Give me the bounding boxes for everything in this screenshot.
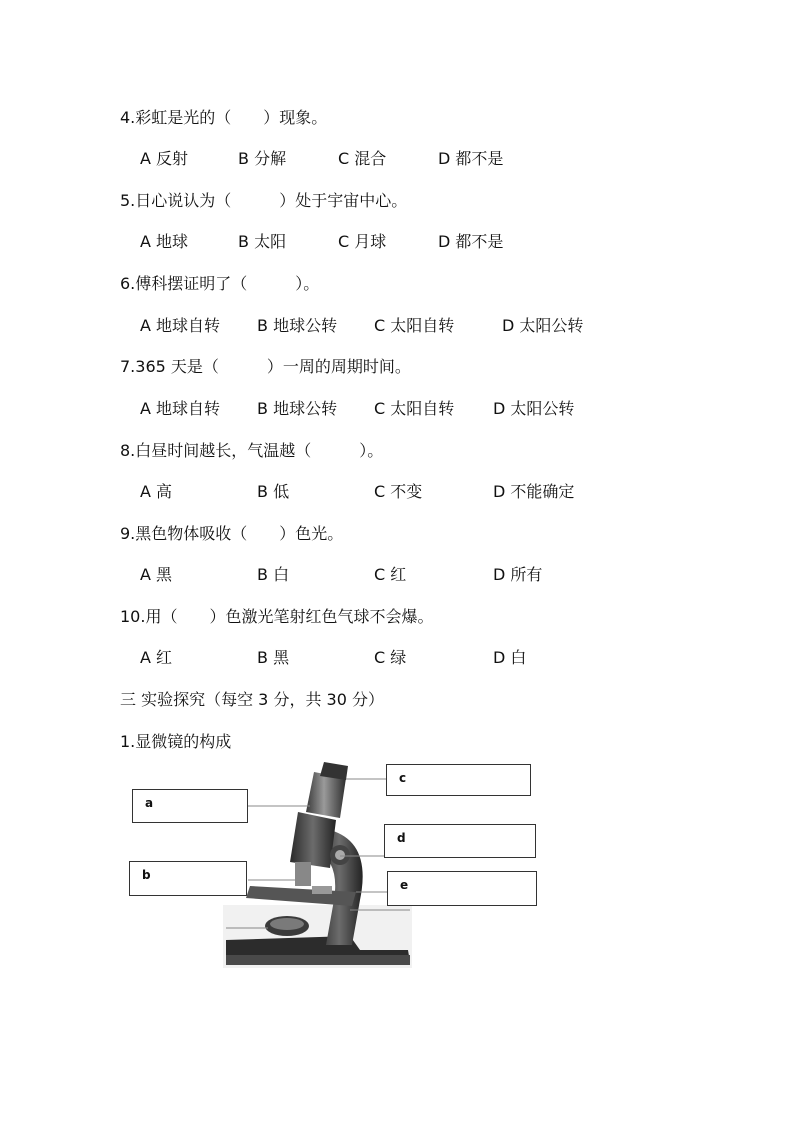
question-7-option-c: C 太阳自转	[374, 399, 455, 418]
question-9-option-b: B 白	[257, 565, 290, 584]
question-4-option-c: C 混合	[338, 149, 387, 168]
question-10-option-c: C 绿	[374, 648, 407, 667]
question-9-option-a: A 黑	[140, 565, 173, 584]
question-9-option-c: C 红	[374, 565, 407, 584]
label-box-c[interactable]: c	[386, 764, 531, 796]
question-4-option-a: A 反射	[140, 149, 189, 168]
question-7-stem: 7.365 天是（ ）一周的周期时间。	[120, 357, 411, 376]
question-9-option-d: D 所有	[493, 565, 543, 584]
question-6-option-c: C 太阳自转	[374, 316, 455, 335]
question-10-option-d: D 白	[493, 648, 527, 667]
question-8-option-d: D 不能确定	[493, 482, 575, 501]
question-4-stem: 4.彩虹是光的（ ）现象。	[120, 108, 328, 127]
question-7-option-d: D 太阳公转	[493, 399, 575, 418]
question-9-stem: 9.黑色物体吸收（ ）色光。	[120, 524, 344, 543]
question-8-stem: 8.白昼时间越长，气温越（ ）。	[120, 441, 384, 460]
question-5-stem: 5.日心说认为（ ）处于宇宙中心。	[120, 191, 408, 210]
question-8-option-c: C 不变	[374, 482, 423, 501]
label-box-d[interactable]: d	[384, 824, 536, 858]
question-6-option-b: B 地球公转	[257, 316, 338, 335]
question-5-option-b: B 太阳	[238, 232, 287, 251]
question-4-option-d: D 都不是	[438, 149, 504, 168]
section-3-item-1: 1.显微镜的构成	[120, 732, 232, 751]
question-5-option-a: A 地球	[140, 232, 189, 251]
section-3-title: 三 实验探究（每空 3 分，共 30 分）	[120, 690, 384, 709]
label-box-e[interactable]: e	[387, 871, 537, 906]
question-7-option-b: B 地球公转	[257, 399, 338, 418]
question-5-option-d: D 都不是	[438, 232, 504, 251]
label-box-a[interactable]: a	[132, 789, 248, 823]
question-10-option-b: B 黑	[257, 648, 290, 667]
question-8-option-a: A 高	[140, 482, 173, 501]
question-7-option-a: A 地球自转	[140, 399, 221, 418]
label-box-b[interactable]: b	[129, 861, 247, 896]
question-6-option-d: D 太阳公转	[502, 316, 584, 335]
question-10-option-a: A 红	[140, 648, 173, 667]
question-4-option-b: B 分解	[238, 149, 287, 168]
question-6-stem: 6.傅科摆证明了（ ）。	[120, 274, 320, 293]
question-10-stem: 10.用（ ）色激光笔射红色气球不会爆。	[120, 607, 434, 626]
question-5-option-c: C 月球	[338, 232, 387, 251]
question-6-option-a: A 地球自转	[140, 316, 221, 335]
question-8-option-b: B 低	[257, 482, 290, 501]
